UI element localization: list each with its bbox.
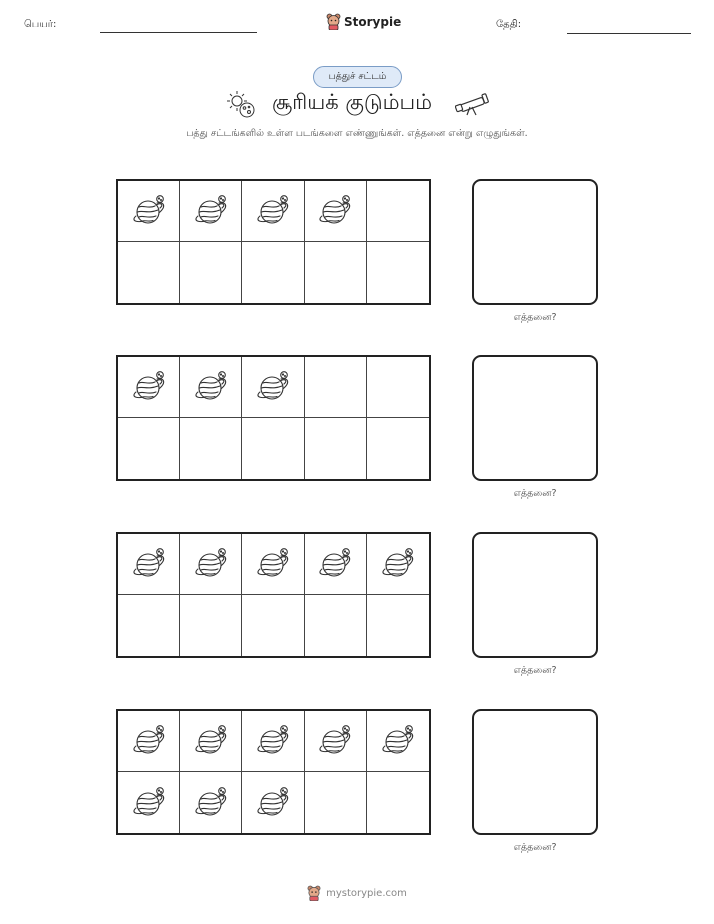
telescope-icon — [455, 92, 489, 116]
ten-frame-cell — [180, 242, 242, 303]
instructions: பத்து சட்டங்களில் உள்ள படங்களை எண்ணுங்கள். எத்தனை என்று எழுதுங்கள். — [186, 128, 528, 139]
ten-frame-cell — [118, 418, 180, 479]
brand-logo — [326, 13, 401, 30]
planet-icon — [191, 785, 231, 821]
name-line — [100, 32, 257, 33]
planet-icon — [253, 723, 293, 759]
planet-icon — [129, 369, 169, 405]
planet-icon — [191, 193, 231, 229]
ten-frame — [116, 709, 431, 835]
planet-icon — [191, 723, 231, 759]
sun-icon — [225, 90, 259, 120]
planet-icon — [378, 546, 418, 582]
ten-frame-cell — [118, 181, 180, 242]
ten-frame-cell — [118, 595, 180, 656]
planet-icon — [129, 193, 169, 229]
ten-frame-cell — [180, 772, 242, 833]
ten-frame — [116, 179, 431, 305]
ten-frame-cell — [118, 772, 180, 833]
brand-name: Storypie — [344, 14, 402, 29]
date-line — [567, 33, 691, 34]
ten-frame-cell — [242, 711, 304, 772]
planet-icon — [315, 546, 355, 582]
ten-frame-cell — [305, 772, 367, 833]
ten-frame — [116, 355, 431, 481]
ten-frame-cell — [242, 357, 304, 418]
planet-icon — [191, 546, 231, 582]
footer — [0, 885, 714, 901]
ten-frame-cell — [242, 595, 304, 656]
ten-frame-cell — [367, 772, 429, 833]
ten-frame-cell — [242, 772, 304, 833]
planet-icon — [315, 193, 355, 229]
planet-icon — [253, 193, 293, 229]
planet-icon — [253, 369, 293, 405]
ten-frame-cell — [367, 711, 429, 772]
topic-badge: பத்துச் சட்டம் — [313, 66, 402, 88]
ten-frame-cell — [118, 711, 180, 772]
planet-icon — [253, 546, 293, 582]
ten-frame-cell — [367, 242, 429, 303]
ten-frame-cell — [180, 357, 242, 418]
ten-frame-cell — [367, 357, 429, 418]
ten-frame-cell — [305, 595, 367, 656]
ten-frame — [116, 532, 431, 658]
worksheet-header — [0, 0, 714, 48]
ten-frame-cell — [305, 418, 367, 479]
ten-frame-cell — [180, 711, 242, 772]
planet-icon — [315, 723, 355, 759]
ten-frame-cell — [242, 181, 304, 242]
planet-icon — [129, 785, 169, 821]
answer-question-label: எத்தனை? — [513, 842, 557, 853]
page-title: சூரியக் குடும்பம் — [272, 90, 433, 114]
ten-frame-cell — [367, 534, 429, 595]
answer-box[interactable] — [472, 179, 598, 305]
ten-frame-cell — [118, 534, 180, 595]
bear-logo-icon — [326, 13, 341, 30]
answer-question-label: எத்தனை? — [513, 488, 557, 499]
footer-website: mystorypie.com — [326, 887, 407, 899]
ten-frame-cell — [180, 534, 242, 595]
ten-frame-cell — [242, 418, 304, 479]
ten-frame-cell — [305, 181, 367, 242]
ten-frame-cell — [180, 181, 242, 242]
date-label: தேதி: — [496, 19, 522, 30]
ten-frame-cell — [242, 242, 304, 303]
ten-frame-cell — [242, 534, 304, 595]
answer-box[interactable] — [472, 709, 598, 835]
ten-frame-cell — [180, 418, 242, 479]
bear-logo-icon — [307, 885, 321, 901]
planet-icon — [191, 369, 231, 405]
title-row — [0, 88, 714, 122]
planet-icon — [253, 785, 293, 821]
ten-frame-cell — [305, 534, 367, 595]
planet-icon — [378, 723, 418, 759]
ten-frame-cell — [367, 595, 429, 656]
ten-frame-cell — [367, 418, 429, 479]
answer-box[interactable] — [472, 355, 598, 481]
answer-question-label: எத்தனை? — [513, 312, 557, 323]
answer-question-label: எத்தனை? — [513, 665, 557, 676]
answer-box[interactable] — [472, 532, 598, 658]
name-label: பெயர்: — [24, 19, 57, 30]
ten-frame-cell — [118, 357, 180, 418]
ten-frame-cell — [305, 242, 367, 303]
planet-icon — [129, 546, 169, 582]
ten-frame-cell — [367, 181, 429, 242]
ten-frame-cell — [118, 242, 180, 303]
planet-icon — [129, 723, 169, 759]
ten-frame-cell — [305, 711, 367, 772]
ten-frame-cell — [180, 595, 242, 656]
ten-frame-cell — [305, 357, 367, 418]
